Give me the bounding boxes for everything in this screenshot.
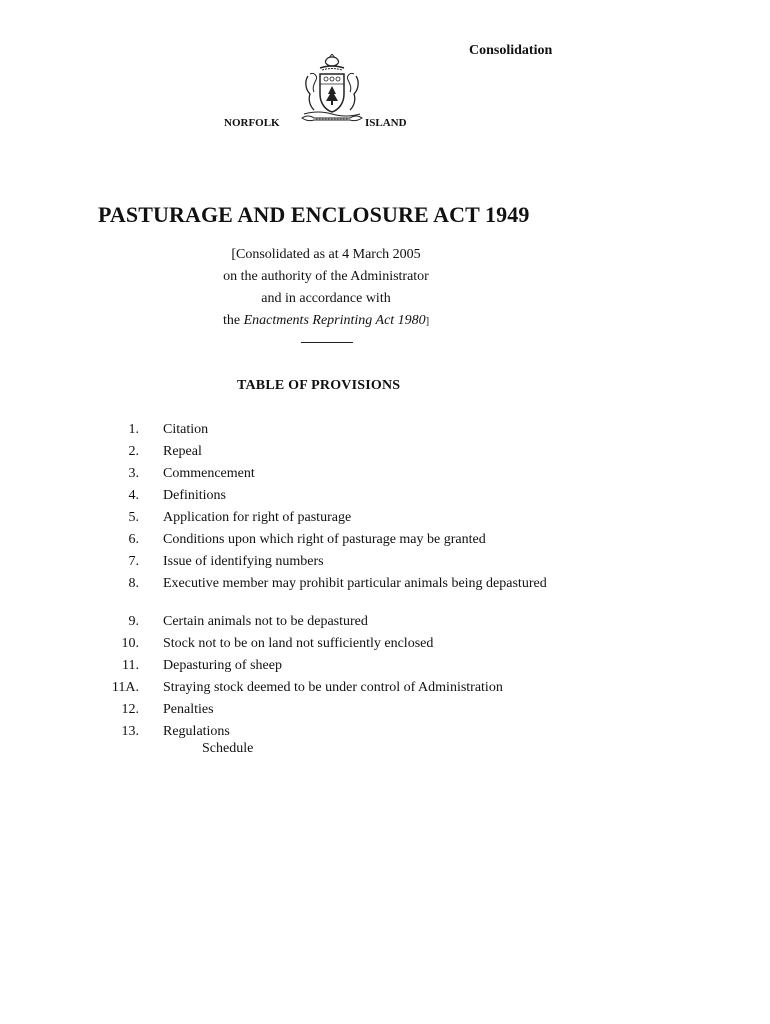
consolidation-note-suffix: ]: [425, 316, 430, 327]
toc-item-number: 7.: [128, 554, 139, 569]
toc-item[interactable]: [0, 574, 770, 612]
toc-item-heading: Application for right of pasturage: [163, 510, 352, 525]
consolidation-note-prefix: the: [222, 313, 244, 328]
toc-item-heading: Stock not to be on land not sufficiently enclosed: [163, 636, 434, 651]
toc-item[interactable]: [0, 678, 770, 700]
toc-item-number: 11A.: [111, 680, 139, 695]
toc-item[interactable]: [0, 464, 770, 486]
table-of-provisions: [0, 420, 770, 744]
toc-item-number: 13.: [121, 724, 139, 739]
toc-item-heading: Depasturing of sheep: [163, 658, 282, 673]
toc-item-heading: Citation: [163, 422, 209, 437]
toc-item[interactable]: [0, 612, 770, 634]
coat-of-arms-icon: [298, 54, 366, 124]
consolidation-note-line1: [Consolidated as at 4 March 2005: [231, 247, 421, 262]
toc-item-number: 3.: [128, 466, 139, 481]
toc-item-heading: Executive member may prohibit particular animals being depastured: [163, 576, 547, 591]
toc-item-heading: Regulations: [163, 724, 230, 739]
page-title: PASTURAGE AND ENCLOSURE ACT 1949: [98, 202, 530, 227]
toc-item-number: 9.: [128, 614, 139, 629]
toc-item-heading: Repeal: [163, 444, 202, 459]
toc-item[interactable]: [0, 442, 770, 464]
toc-item-number: 12.: [121, 702, 139, 717]
toc-item-number: 6.: [128, 532, 139, 547]
separator-rule: [301, 342, 353, 343]
toc-item-heading: Commencement: [163, 466, 255, 481]
toc-item-heading: Issue of identifying numbers: [163, 554, 324, 569]
toc-item-number: 2.: [128, 444, 139, 459]
toc-heading: TABLE OF PROVISIONS: [237, 378, 401, 393]
toc-item-heading: Penalties: [163, 702, 214, 717]
toc-schedule[interactable]: Schedule: [202, 741, 254, 756]
toc-item-number: 1.: [128, 422, 139, 437]
toc-item[interactable]: [0, 420, 770, 442]
consolidation-label: Consolidation: [469, 43, 553, 58]
toc-item[interactable]: [0, 634, 770, 656]
toc-item-number: 5.: [128, 510, 139, 525]
toc-item-heading: Straying stock deemed to be under control of Administration: [163, 680, 503, 695]
consolidation-note: [190, 244, 462, 333]
toc-item[interactable]: [0, 508, 770, 530]
toc-item-number: 10.: [121, 636, 139, 651]
toc-item-heading: Conditions upon which right of pasturage may be granted: [163, 532, 486, 547]
toc-item[interactable]: [0, 552, 770, 574]
toc-item[interactable]: [0, 722, 770, 744]
enactments-act-name: Enactments Reprinting Act 1980: [243, 313, 426, 328]
toc-item-heading: Definitions: [163, 488, 226, 503]
consolidation-note-line4: [190, 310, 462, 333]
consolidation-note-line3: and in accordance with: [261, 291, 391, 306]
jurisdiction-left: NORFOLK: [224, 117, 280, 129]
consolidation-note-line2: on the authority of the Administrator: [223, 269, 429, 284]
toc-item-heading: Certain animals not to be depastured: [163, 614, 368, 629]
jurisdiction-right: ISLAND: [365, 117, 407, 129]
toc-item[interactable]: [0, 700, 770, 722]
toc-item[interactable]: [0, 530, 770, 552]
toc-item[interactable]: [0, 486, 770, 508]
toc-item[interactable]: [0, 656, 770, 678]
toc-item-number: 8.: [128, 576, 139, 591]
toc-item-number: 4.: [128, 488, 139, 503]
toc-item-number: 11.: [122, 658, 139, 673]
